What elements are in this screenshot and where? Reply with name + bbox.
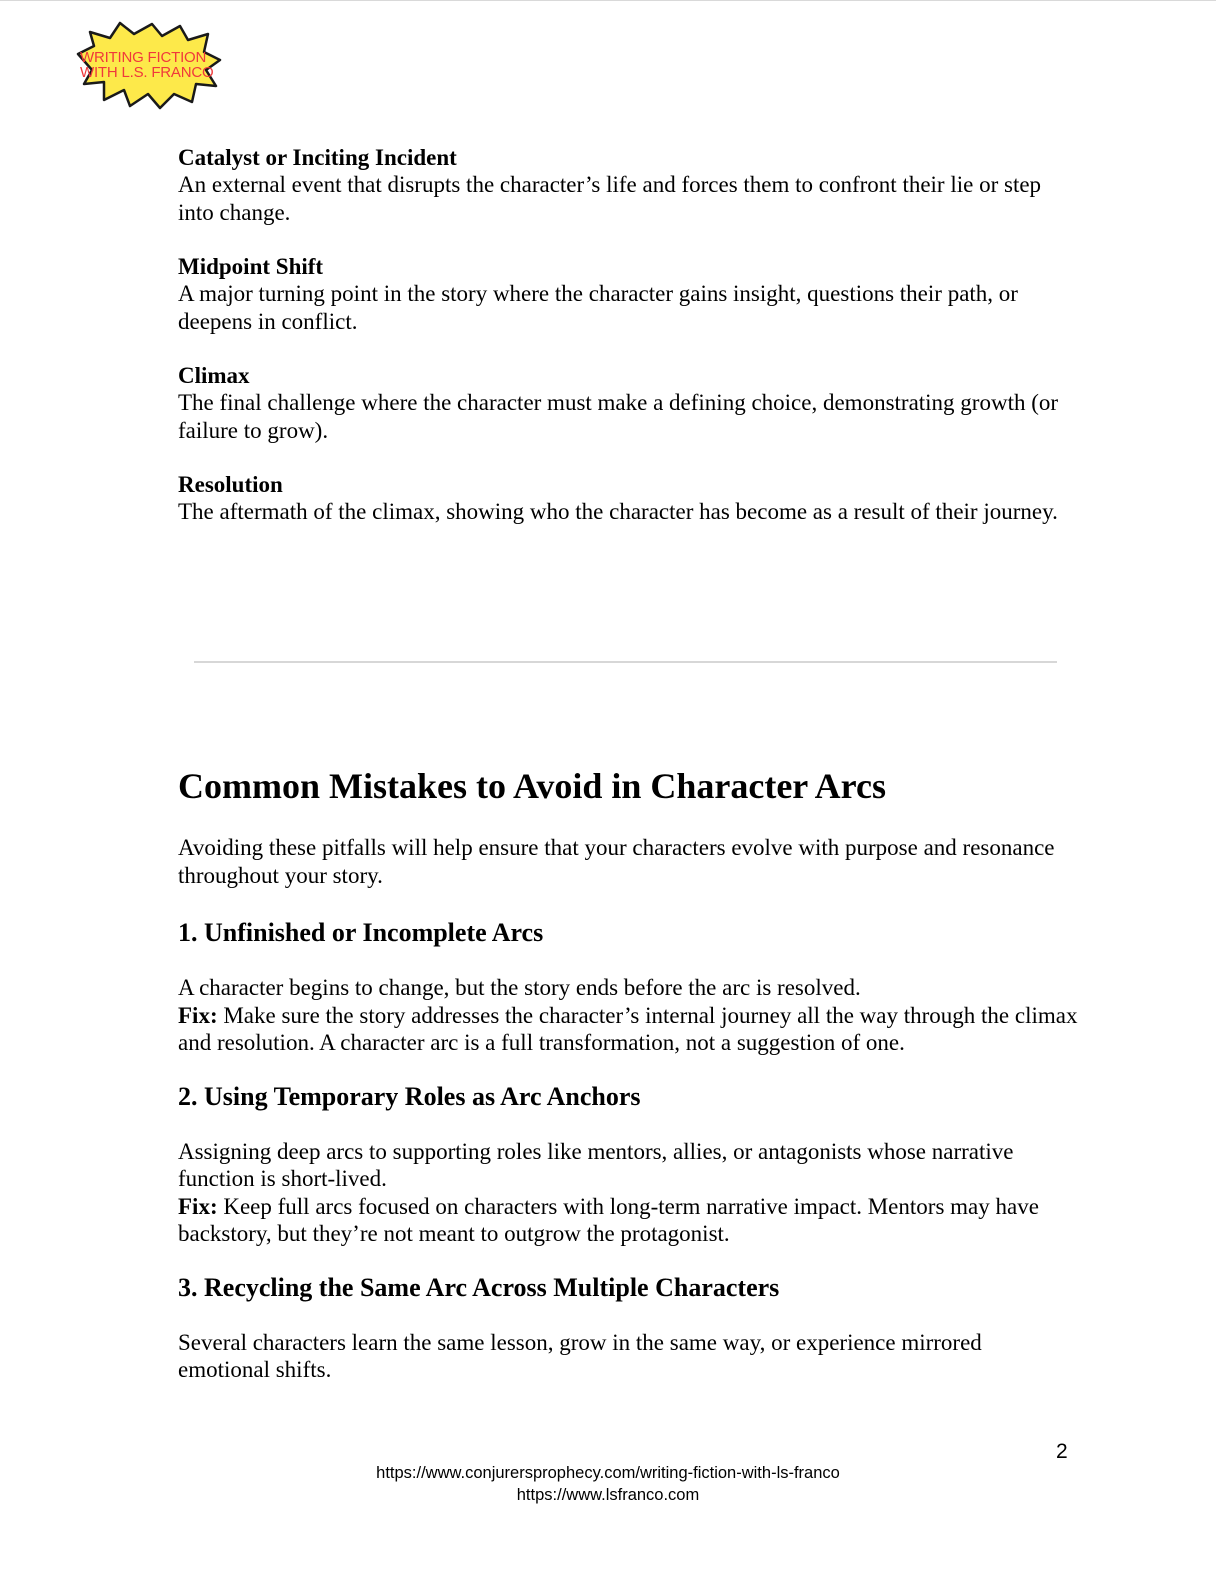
mistake-title: 1. Unfinished or Incomplete Arcs [178, 918, 544, 947]
fix-text: Make sure the story addresses the character’s internal journey all the way through the climax and resolution. A character arc is a full transformation, not a suggestion of one. [178, 1002, 1078, 1055]
page-number: 2 [1056, 1440, 1068, 1463]
entry-title: Climax [178, 363, 250, 388]
definition-entry [178, 253, 1078, 335]
footer-link-1[interactable]: https://www.conjurersprophecy.com/writing-fiction-with-ls-franco [376, 1464, 840, 1482]
fix-label: Fix: [178, 1193, 218, 1219]
mistake-item [178, 1081, 1078, 1248]
logo-text [80, 50, 230, 80]
mistake-fix [178, 1002, 1078, 1057]
mistake-description: A character begins to change, but the story ends before the arc is resolved. [178, 975, 861, 1000]
mistake-fix [178, 1193, 1078, 1248]
mistake-description: Assigning deep arcs to supporting roles like mentors, allies, or antagonists whose narrative function is short-lived. [178, 1138, 1014, 1191]
definition-entry [178, 362, 1078, 444]
section-intro: Avoiding these pitfalls will help ensure that your characters evolve with purpose and resonance throughout your story. [178, 835, 1055, 888]
definitions-list [178, 144, 1078, 553]
footer-link-2[interactable]: https://www.lsfranco.com [516, 1486, 700, 1504]
definition-entry [178, 471, 1078, 526]
entry-description: A major turning point in the story where the character gains insight, questions their path, or deepens in conflict. [178, 281, 1018, 334]
definition-entry [178, 144, 1078, 226]
section-heading: Common Mistakes to Avoid in Character Arcs [178, 766, 886, 806]
mistake-description: Several characters learn the same lesson, grow in the same way, or experience mirrored emotional shifts. [178, 1329, 982, 1382]
fix-text: Keep full arcs focused on characters with long-term narrative impact. Mentors may have backstory, but they’re not meant to outgrow the protagonist. [178, 1193, 1039, 1246]
logo-line-1: WRITING FICTION [80, 49, 207, 66]
entry-description: The aftermath of the climax, showing who the character has become as a result of their journey. [178, 499, 1058, 524]
page-top-border [0, 0, 1216, 1]
logo-line-2: WITH L.S. FRANCO [80, 64, 214, 81]
horizontal-divider [194, 661, 1057, 663]
entry-title: Catalyst or Inciting Incident [178, 145, 457, 170]
entry-title: Midpoint Shift [178, 254, 324, 279]
mistake-title: 2. Using Temporary Roles as Arc Anchors [178, 1081, 641, 1111]
entry-description: An external event that disrupts the character’s life and forces them to confront their lie or step into change. [178, 172, 1042, 225]
entry-description: The final challenge where the character must make a defining choice, demonstrating growth (or failure to grow). [178, 390, 1059, 443]
fix-label: Fix: [178, 1002, 218, 1028]
mistake-item [178, 1272, 1078, 1384]
logo [74, 20, 224, 112]
entry-title: Resolution [178, 472, 283, 497]
mistake-title: 3. Recycling the Same Arc Across Multiple Characters [178, 1272, 780, 1302]
mistakes-section [178, 764, 1078, 1408]
mistake-item [178, 917, 1078, 1057]
footer [0, 1462, 1216, 1506]
